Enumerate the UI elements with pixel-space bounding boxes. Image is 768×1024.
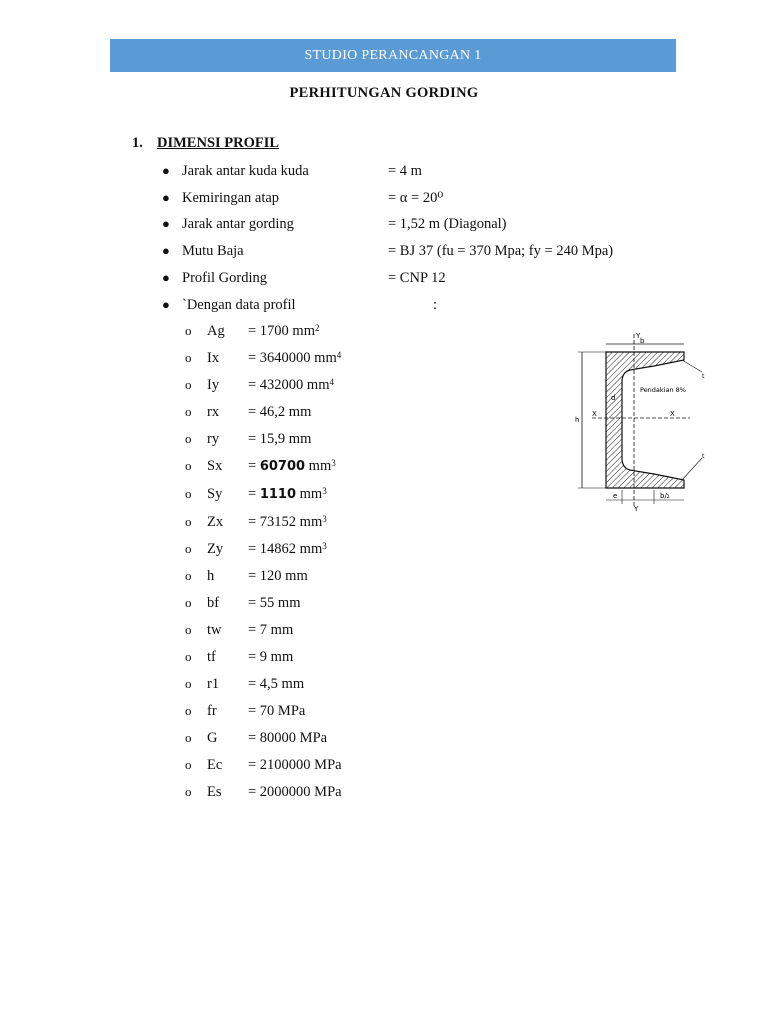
circle-bullet-icon: o: [185, 431, 192, 446]
property-value: = 73152 $mm^3$: [248, 514, 327, 530]
bullet-value: :: [433, 297, 438, 313]
bullet-icon: ●: [162, 297, 170, 312]
section-heading: [132, 135, 279, 152]
property-symbol: ry: [207, 431, 220, 447]
property-value: = 55 mm: [248, 595, 301, 611]
property-value: = 80000 MPa: [248, 730, 328, 746]
property-symbol: Zy: [207, 541, 224, 557]
circle-bullet-icon: o: [185, 703, 192, 718]
bullet-label: Mutu Baja: [182, 243, 244, 259]
fig-label-b2: b/₂: [660, 492, 670, 500]
property-value: = 120 mm: [248, 568, 308, 584]
property-symbol: Iy: [207, 377, 220, 393]
bullet-value: = BJ 37 (fu = 370 Mpa; fy = 240 Mpa): [388, 243, 614, 259]
property-symbol: fr: [207, 703, 217, 719]
property-value: = 46,2 mm: [248, 404, 312, 420]
circle-bullet-icon: o: [185, 649, 192, 664]
property-symbol: Es: [207, 784, 222, 800]
fig-label-d: d: [611, 394, 616, 402]
fig-label-x: X: [592, 410, 597, 418]
circle-bullet-icon: o: [185, 784, 192, 799]
property-symbol: Sx: [207, 458, 223, 474]
bullet-label: Jarak antar gording: [182, 216, 294, 232]
circle-bullet-icon: o: [185, 377, 192, 392]
property-symbol: Ec: [207, 757, 223, 773]
bullet-icon: ●: [162, 216, 170, 231]
header-bar: [110, 39, 676, 72]
circle-bullet-icon: o: [185, 757, 192, 772]
circle-bullet-icon: o: [185, 514, 192, 529]
fig-label-y-bottom: Y: [634, 505, 639, 512]
cnp-profile-figure: [572, 330, 710, 512]
circle-bullet-icon: o: [185, 622, 192, 637]
property-value: = 3640000 $mm^4$: [248, 350, 342, 366]
bullet-value: = 4 m: [388, 163, 422, 179]
fig-label-b: b: [640, 337, 645, 345]
circle-bullet-icon: o: [185, 568, 192, 583]
property-symbol: Ix: [207, 350, 220, 366]
property-symbol: Zx: [207, 514, 224, 530]
bullet-icon: ●: [162, 163, 170, 178]
circle-bullet-icon: o: [185, 595, 192, 610]
property-value: = 70 MPa: [248, 703, 306, 719]
bullet-icon: ●: [162, 270, 170, 285]
fig-label-t-top: t: [702, 372, 705, 380]
property-value: = 432000 $mm^4$: [248, 377, 334, 393]
bullet-icon: ●: [162, 190, 170, 205]
bullet-icon: ●: [162, 243, 170, 258]
section-number: 1.: [132, 135, 143, 151]
property-symbol: tf: [207, 649, 216, 665]
fig-label-e: e: [613, 492, 618, 500]
header-title: STUDIO PERANCANGAN 1: [304, 47, 482, 63]
property-value: = 1700 $mm^2$: [248, 323, 320, 339]
fig-label-x-right: X: [670, 410, 675, 418]
property-value: = 7 mm: [248, 622, 294, 638]
bullet-label: Kemiringan atap: [182, 190, 280, 206]
property-value: = 2100000 MPa: [248, 757, 342, 773]
circle-bullet-icon: o: [185, 458, 192, 473]
fig-label-slope: Pendakian 8%: [640, 386, 686, 394]
property-value: = 15,9 mm: [248, 431, 312, 447]
circle-bullet-icon: o: [185, 676, 192, 691]
bullet-value: = α = 20⁰: [388, 190, 444, 206]
property-symbol: G: [207, 730, 218, 746]
bullet-label: `Dengan data profil: [182, 297, 296, 313]
fig-label-h: h: [575, 416, 580, 424]
property-symbol: Sy: [207, 486, 223, 502]
fig-label-y: Y: [636, 332, 641, 340]
property-symbol: Ag: [207, 323, 225, 339]
page-title: PERHITUNGAN GORDING: [289, 85, 479, 101]
bullet-label: Profil Gording: [182, 270, 267, 286]
property-symbol: tw: [207, 622, 222, 638]
property-value: = 14862 $mm^3$: [248, 541, 327, 557]
circle-bullet-icon: o: [185, 350, 192, 365]
circle-bullet-icon: o: [185, 486, 192, 501]
bullet-label: Jarak antar kuda kuda: [182, 163, 309, 179]
property-value: = 4,5 mm: [248, 676, 305, 692]
section-title: DIMENSI PROFIL: [157, 135, 280, 151]
property-value: = 60700 $mm^3$: [248, 458, 336, 474]
circle-bullet-icon: o: [185, 323, 192, 338]
property-symbol: h: [207, 568, 215, 584]
property-symbol: r1: [207, 676, 220, 692]
circle-bullet-icon: o: [185, 541, 192, 556]
property-value: = 1110 $mm^3$: [248, 486, 327, 502]
property-value: = 9 mm: [248, 649, 294, 665]
circle-bullet-icon: o: [185, 404, 192, 419]
fig-label-t-bottom: t: [702, 452, 705, 460]
property-symbol: bf: [207, 595, 220, 611]
property-symbol: rx: [207, 404, 220, 420]
circle-bullet-icon: o: [185, 730, 192, 745]
bullet-value: = CNP 12: [388, 270, 446, 286]
property-value: = 2000000 MPa: [248, 784, 342, 800]
bullet-value: = 1,52 m (Diagonal): [388, 216, 507, 232]
